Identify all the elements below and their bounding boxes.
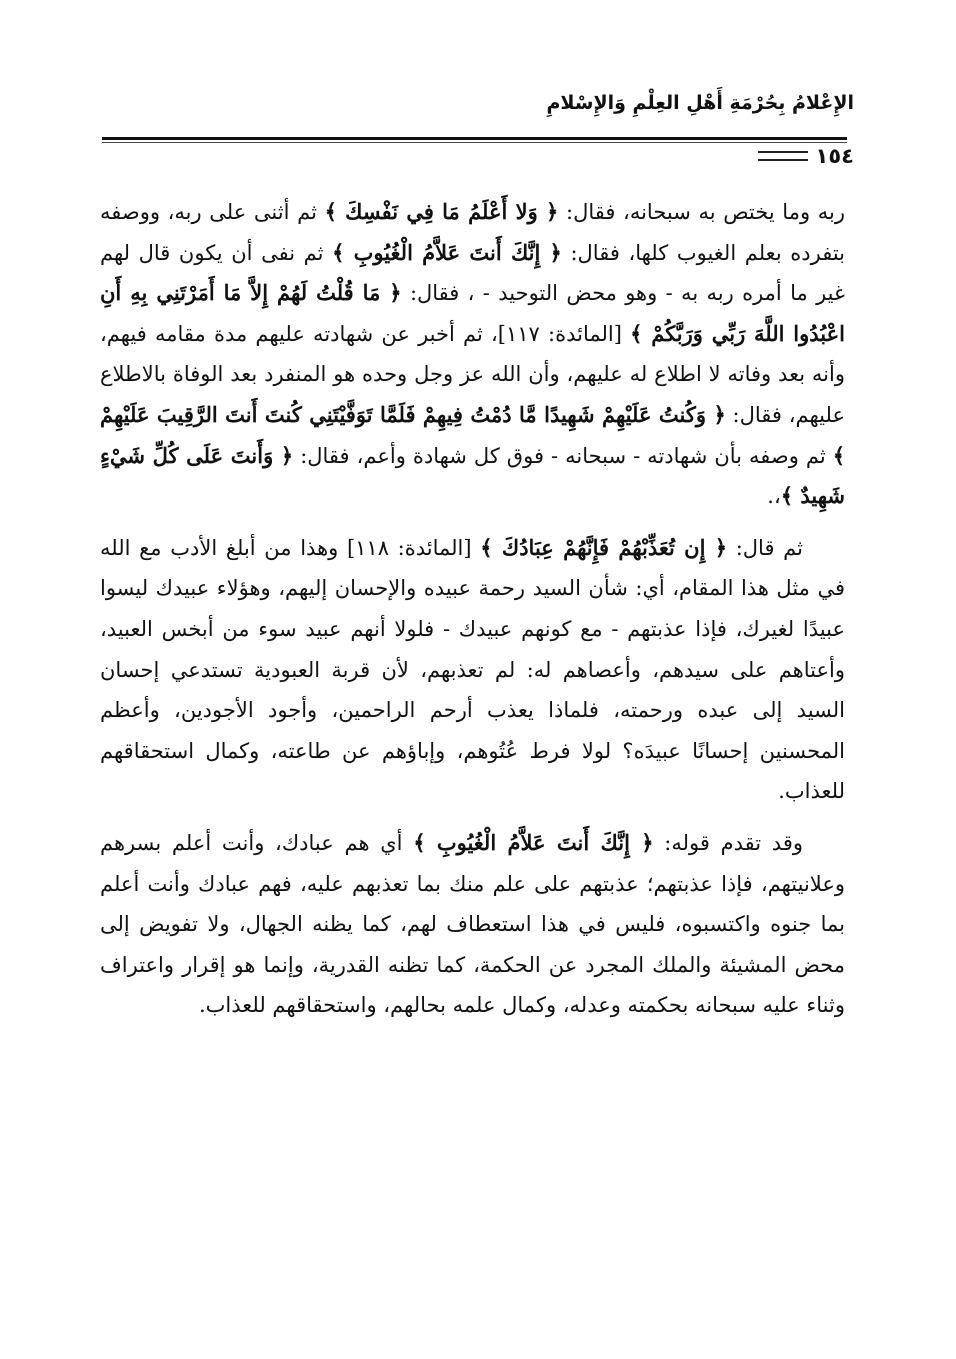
quran-verse: ﴿ وَأَنتَ عَلَى كُلِّ شَيْءٍ شَهِيدٌ ﴾: [100, 442, 845, 509]
text-run: [المائدة: ١١٨] وهذا من أبلغ الأدب مع الله في مثل هذا المقام، أي: شأن السيد رحمة عبيده والإحسان إليهم، وهؤلاء عبيدك ليسوا عبيدًا لغيرك، فإذا عذبتهم - مع كونهم عبيدك - فلولا أنهم عبيد سوء من أبخس العبيد، وأعتاهم على سيدهم، وأعصاهم له: لم تعذبهم، لأن قربة العبودية تستدعي إحسان السيد إلى عبده ورحمته، فلماذا يعذب أرحم الراحمين، وأجود الأجودين، وأعظم المحسنين إحسانًا عبيدَه؟ لولا فرط عُتُوهم، وإباؤهم عن طاعته، وكمال استحقاقهم للعذاب.: [100, 535, 845, 804]
paragraph-1: [100, 192, 845, 517]
page-body: [100, 192, 845, 1037]
text-run: ربه وما يختص به سبحانه، فقال:: [558, 200, 845, 224]
running-title: الإِعْلامُ بِحُرْمَةِ أَهْلِ العِلْمِ وَالإِسْلامِ: [546, 92, 854, 114]
page-number-ornament: [758, 151, 808, 161]
header-rule-thin: [102, 142, 847, 143]
text-run: ثم قال:: [727, 535, 803, 560]
text-run: ثم نفى أن يكون قال لهم غير ما أمره ربه به - وهو محض التوحيد - ، فقال:: [100, 240, 845, 306]
quran-verse: ﴿ إِن تُعَذِّبْهُمْ فَإِنَّهُمْ عِبَادُكَ ﴾: [480, 534, 728, 560]
paragraph-3: [100, 823, 845, 1026]
quran-verse: ﴿ مَا قُلْتُ لَهُمْ إِلاَّ مَا أَمَرْتَنِي بِهِ أَنِ اعْبُدُوا اللَّهَ رَبِّي وَرَبَّكُمْ ﴾: [100, 280, 845, 346]
header-rule: [102, 137, 847, 140]
text-run: ثم أثنى على ربه، ووصفه بتفرده بعلم الغيوب كلها، فقال:: [100, 200, 845, 265]
text-run: وقد تقدم قوله:: [653, 830, 804, 855]
quran-verse: ﴿ إِنَّكَ أَنتَ عَلاَّمُ الْغُيُوبِ ﴾: [332, 239, 562, 265]
paragraph-2: [100, 528, 845, 812]
text-run: [المائدة: ١١٧]، ثم أخبر عن شهادته عليهم مدة مقامه فيهم، وأنه بعد وفاته لا اطلاع له عليهم، وأن الله عز وجل وحده هو المنفرد بعد الوفاة بالاطلاع عليهم، فقال:: [100, 321, 845, 427]
text-run: ،.: [767, 484, 781, 509]
quran-verse: ﴿ إِنَّكَ أَنتَ عَلاَّمُ الْغُيُوبِ ﴾: [413, 829, 654, 855]
text-run: أي هم عبادك، وأنت أعلم بسرهم وعلانيتهم، فإذا عذبتهم؛ عذبتهم على علم منك بما تعذبهم عليه، فهم عبادك وأنت أعلم بما جنوه واكتسبوه، فليس في هذا استعطاف لهم، كما يظنه الجهال، ولا تفويض إلى محض المشيئة والملك المجرد عن الحكمة، كما تظنه القدرية، وإنما هو إقرار واعتراف وثناء عليه سبحانه بحكمته وعدله، وكمال علمه بحالهم، واستحقاقهم للعذاب.: [100, 830, 845, 1018]
page-number: [758, 144, 854, 168]
quran-verse: ﴿ وَكُنتُ عَلَيْهِمْ شَهِيدًا مَّا دُمْتُ فِيهِمْ فَلَمَّا تَوَفَّيْتَنِي كُنتَ أَنتَ الرَّقِيبَ عَلَيْهِمْ ﴾: [100, 401, 845, 468]
quran-verse: ﴿ وَلا أَعْلَمُ مَا فِي نَفْسِكَ ﴾: [324, 199, 559, 224]
text-run: ثم وصفه بأن شهادته - سبحانه - فوق كل شهادة وأعم، فقال:: [293, 443, 833, 468]
page-number-text: ١٥٤: [815, 144, 854, 168]
